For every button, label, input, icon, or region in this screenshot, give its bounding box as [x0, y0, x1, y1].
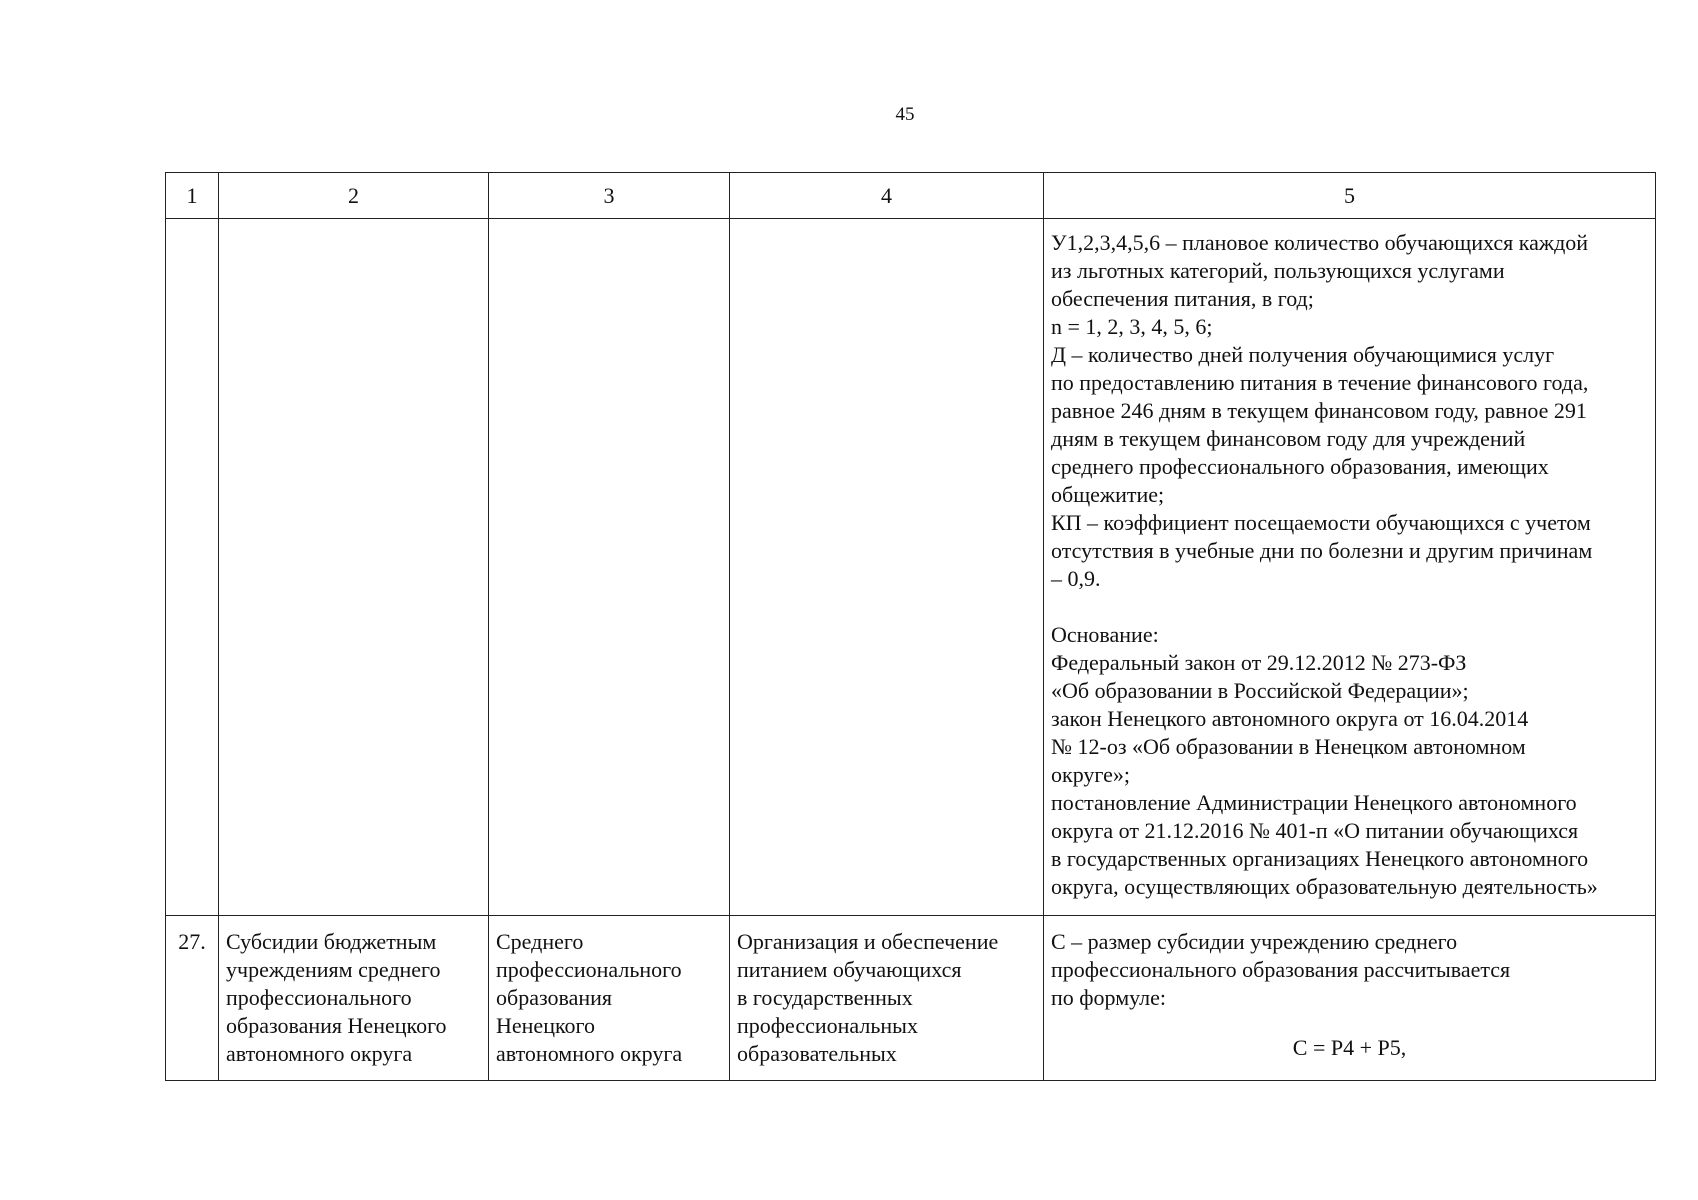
calculation-cell: [1044, 916, 1656, 1081]
text-line: питанием обучающихся: [737, 957, 962, 982]
description-cell: [1044, 219, 1656, 916]
subsidy-name-cell: [219, 916, 489, 1081]
column-header-5: 5: [1044, 173, 1656, 219]
column-header-1: 1: [166, 173, 219, 219]
text-line: n = 1, 2, 3, 4, 5, 6;: [1051, 314, 1213, 339]
basis-line: Федеральный закон от 29.12.2012 № 273-ФЗ: [1051, 650, 1467, 675]
paragraph-gap: [1051, 593, 1648, 621]
text-line: КП – коэффициент посещаемости обучающихся с учетом: [1051, 510, 1591, 535]
column-header-2: 2: [219, 173, 489, 219]
text-line: из льготных категорий, пользующихся услугами: [1051, 258, 1505, 283]
basis-line: закон Ненецкого автономного округа от 16.04.2014: [1051, 706, 1529, 731]
page-number: 45: [895, 104, 915, 125]
text-line: Организация и обеспечение: [737, 929, 999, 954]
text-line: У1,2,3,4,5,6 – плановое количество обучающихся каждой: [1051, 230, 1589, 255]
column-header-3: 3: [489, 173, 730, 219]
text-line: автономного округа: [226, 1041, 413, 1066]
formula: С = Р4 + Р5,: [1292, 1035, 1407, 1060]
data-table: [165, 172, 1656, 1081]
text-line: по формуле:: [1051, 985, 1167, 1010]
text-line: дням в текущем финансовом году для учреждений: [1051, 426, 1526, 451]
text-line: в государственных: [737, 985, 913, 1010]
text-line: Ненецкого: [496, 1013, 596, 1038]
basis-line: в государственных организациях Ненецкого автономного: [1051, 846, 1589, 871]
text-line: автономного округа: [496, 1041, 683, 1066]
text-line: общежитие;: [1051, 482, 1165, 507]
text-line: – 0,9.: [1051, 566, 1101, 591]
text-line: образования Ненецкого: [226, 1013, 447, 1038]
text-line: равное 246 дням в текущем финансовом году, равное 291: [1051, 398, 1587, 423]
text-line: учреждениям среднего: [226, 957, 441, 982]
table-row-27: [166, 916, 1656, 1081]
institution-cell: [489, 916, 730, 1081]
text-line: образования: [496, 985, 613, 1010]
empty-cell-4: [730, 219, 1044, 916]
basis-line: «Об образовании в Российской Федерации»;: [1051, 678, 1469, 703]
text-line: профессиональных: [737, 1013, 918, 1038]
text-line: по предоставлению питания в течение финансового года,: [1051, 370, 1589, 395]
text-line: образовательных: [737, 1041, 897, 1066]
basis-line: округа, осуществляющих образовательную деятельность»: [1051, 874, 1598, 899]
text-line: Среднего: [496, 929, 584, 954]
row-number: 27.: [166, 916, 219, 1081]
column-header-4: 4: [730, 173, 1044, 219]
purpose-cell: [730, 916, 1044, 1081]
text-line: обеспечения питания, в год;: [1051, 286, 1314, 311]
text-line: профессионального: [226, 985, 412, 1010]
basis-line: округа от 21.12.2016 № 401-п «О питании обучающихся: [1051, 818, 1579, 843]
basis-line: округе»;: [1051, 762, 1131, 787]
text-line: Д – количество дней получения обучающимися услуг: [1051, 342, 1555, 367]
text-line: профессионального: [496, 957, 682, 982]
empty-cell-2: [219, 219, 489, 916]
basis-line: постановление Администрации Ненецкого автономного: [1051, 790, 1577, 815]
basis-heading: Основание:: [1051, 622, 1159, 647]
text-line: отсутствия в учебные дни по болезни и другим причинам: [1051, 538, 1593, 563]
text-line: С – размер субсидии учреждению среднего: [1051, 929, 1458, 954]
text-line: среднего профессионального образования, имеющих: [1051, 454, 1549, 479]
header-row: [166, 173, 1656, 219]
empty-cell-3: [489, 219, 730, 916]
empty-cell-1: [166, 219, 219, 916]
basis-line: № 12-оз «Об образовании в Ненецком автономном: [1051, 734, 1526, 759]
text-line: профессионального образования рассчитывается: [1051, 957, 1511, 982]
text-line: Субсидии бюджетным: [226, 929, 437, 954]
continuation-row: [166, 219, 1656, 916]
